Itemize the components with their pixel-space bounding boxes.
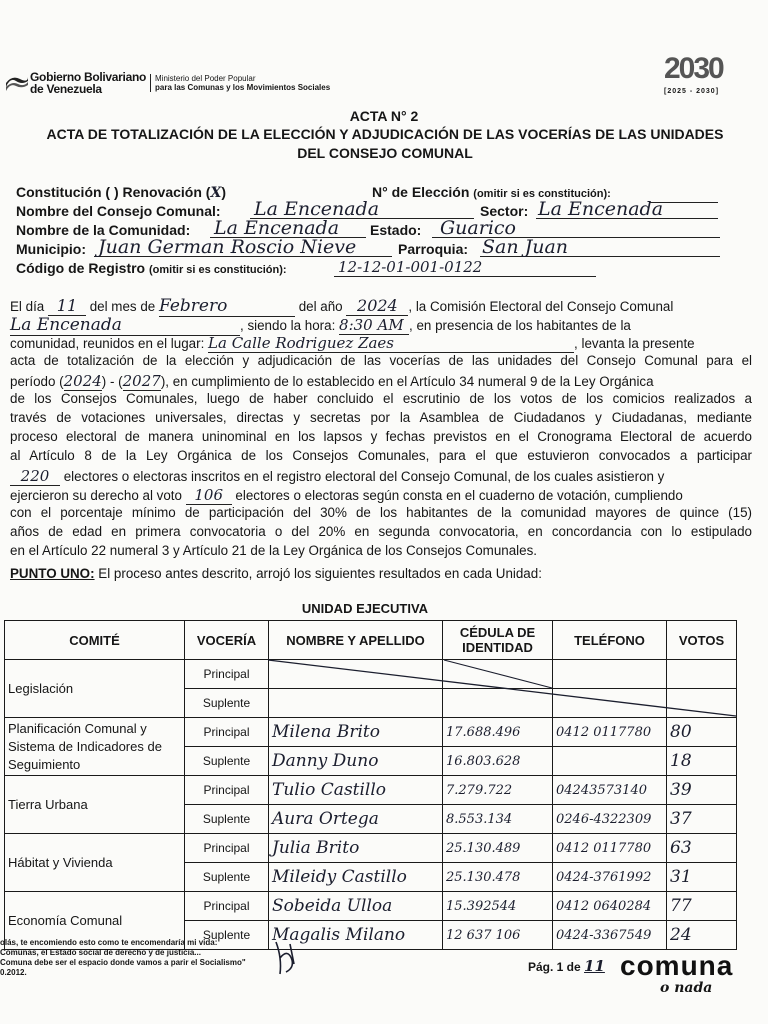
telefono-cell[interactable]: 0412 0640284 [553,892,667,921]
brand-word: comuna [620,950,734,981]
parroquia-input[interactable] [480,238,720,257]
cedula-cell[interactable]: 17.688.496 [443,718,553,747]
text-levanta: , levanta la presente [574,336,695,351]
nombre-cell[interactable]: Mileidy Castillo [269,863,443,892]
consejo-value: La Encenada [254,198,380,220]
comunidad-value: La Encenada [214,217,340,239]
telefono-cell[interactable]: 04243573140 [553,776,667,805]
cedula-cell[interactable]: 7.279.722 [443,776,553,805]
voceria-suplente: Suplente [185,921,269,950]
text-comision: , la Comisión Electoral del Consejo Comunal [408,299,674,314]
registro-value: 12-12-01-001-0122 [338,258,483,276]
body-line-1 [10,296,752,317]
periodo-inicio: 2024 [63,372,102,390]
text-presencia: , en presencia de los habitantes de la [409,318,631,333]
estado-label: Estado: [370,222,422,238]
quote-line1: olás, te encomiendo esto como te encomendaría mi vida: [0,938,218,947]
votos-cell[interactable]: 18 [667,747,737,776]
text-el-dia: El día [10,299,45,314]
table-row [5,892,737,921]
ministry-name [150,74,330,92]
consejo-inline-value: La Encenada [10,315,240,336]
body-line-6: de los Consejos Comunales, luego de haber concluido el escrutinio de los votos de los comicios realizados a [10,391,752,406]
page-indicator [528,957,605,975]
text-comunidad-reunidos: comunidad, reunidos en el lugar: [10,336,205,351]
voceria-principal: Principal [185,776,269,805]
hora-value: 8:30 AM [339,316,409,335]
header-telefono: TELÉFONO [553,621,667,660]
committee-economia-comunal: Economía Comunal [5,892,185,950]
votos-cell[interactable]: 31 [667,863,737,892]
municipio-label: Municipio: [16,241,86,257]
telefono-cell[interactable]: 0412 0117780 [553,718,667,747]
body-line-13: años de edad en primera convocatoria o del 20% en segunda convocatoria, en concordancia con lo estipulado [10,524,752,539]
punto-uno-text: El proceso antes descrito, arrojó los siguientes resultados en cada Unidad: [98,566,542,581]
venezuela-flag-icon [6,73,28,91]
cedula-cell[interactable]: 15.392544 [443,892,553,921]
gov-name-line1: Gobierno Bolivariano [30,70,147,84]
text-siendo-hora: , siendo la hora: [240,318,336,333]
renovacion-close: ) [221,184,226,200]
nombre-cell[interactable]: Danny Duno [269,747,443,776]
text-periodo: período ( [10,374,64,389]
header-votos: VOTOS [667,621,737,660]
body-line-8: proceso electoral de manera uninominal en los lapsos y fechas previstos en el Cronograma Electoral de acuerdo [10,429,752,444]
nombre-cell[interactable]: Milena Brito [269,718,443,747]
voceria-suplente: Suplente [185,747,269,776]
strike-line [268,660,736,716]
cedula-cell[interactable]: 8.553.134 [443,805,553,834]
votos-cell[interactable]: 77 [667,892,737,921]
telefono-cell[interactable]: 0412 0117780 [553,834,667,863]
committee-planificacion: Planificación Comunal y Sistema de Indicadores de Seguimiento [5,718,185,776]
lugar-value: La Calle Rodriguez Zaes [208,334,574,353]
body-line-5 [10,372,752,390]
committee-legislacion: Legislación [5,660,185,718]
signature-mark-icon [272,938,300,978]
telefono-cell[interactable] [553,747,667,776]
estado-value: Guarico [440,217,516,239]
votos-cell[interactable]: 80 [667,718,737,747]
text-del-mes: del mes de [89,299,156,314]
registro-field [16,260,287,276]
cedula-cell[interactable]: 25.130.478 [443,863,553,892]
telefono-cell[interactable]: 0246-4322309 [553,805,667,834]
registro-input[interactable] [334,258,596,277]
nombre-cell[interactable]: Tulio Castillo [269,776,443,805]
constitucion-label: Constitución ( ) Renovación ( [16,184,211,200]
constitucion-renovacion [16,184,226,201]
nombre-cell[interactable]: Sobeida Ulloa [269,892,443,921]
votos-cell[interactable]: 24 [667,921,737,950]
telefono-cell[interactable]: 0424-3761992 [553,863,667,892]
body-line-2 [10,315,752,336]
body-line-7: través de votaciones universales, directas y secretas por la Asamblea de Ciudadanos y Ciudadanas, mediante [10,410,752,425]
committee-habitat-vivienda: Hábitat y Vivienda [5,834,185,892]
quote-line2: Comunas, el Estado social de derecho y de justicia... [0,948,201,957]
text-line10-rest: electores o electoras inscritos en el registro electoral del Consejo Comunal, de los cuales asistieron y [63,469,665,484]
voceria-suplente: Suplente [185,863,269,892]
acta-number: ACTA N° 2 [349,108,419,124]
parroquia-value: San Juan [482,236,569,258]
footer-quote [0,938,252,978]
quote-line3: Comuna debe ser el espacio donde vamos a parir el Socialismo" [0,958,246,967]
table-row [5,718,737,747]
committee-tierra-urbana: Tierra Urbana [5,776,185,834]
plan-caption: [2025 - 2030] [664,88,720,95]
voceria-principal: Principal [185,660,269,689]
text-line11-rest: electores o electoras según consta en el cuaderno de votación, cumpliendo [235,488,683,503]
voceria-principal: Principal [185,892,269,921]
header-comite: COMITÉ [5,621,185,660]
eleccion-label: N° de Elección [372,184,470,200]
periodo-fin: 2027 [122,372,161,390]
brand-tag: o nada [660,980,713,996]
punto-uno [10,566,752,581]
anio-value: 2024 [346,296,408,316]
registro-note: (omitir si es constitución): [149,264,287,276]
government-logo [6,70,146,100]
nombre-cell[interactable]: Aura Ortega [269,805,443,834]
ministry-line2: para las Comunas y los Movimientos Sociales [155,83,331,92]
page-total: 11 [584,957,605,975]
acta-subtitle: ACTA DE TOTALIZACIÓN DE LA ELECCIÓN Y ADJUDICACIÓN DE LAS VOCERÍAS DE LAS UNIDADES DEL CONSEJO COMUNAL [46,126,724,161]
table-caption: UNIDAD EJECUTIVA [301,601,429,616]
table-row [5,776,737,805]
municipio-value: Juan German Roscio Nieve [98,236,357,258]
body-line-14: en el Artículo 22 numeral 3 y Artículo 21 de la Ley Orgánica de los Consejos Comunales. [10,543,537,558]
renovacion-mark: X [210,185,222,201]
voceria-principal: Principal [185,834,269,863]
cedula-cell[interactable]: 16.803.628 [443,747,553,776]
text-periodo-sep: ) - ( [101,374,123,389]
legislacion-strike-lines [4,620,736,720]
punto-uno-label: PUNTO UNO: [10,566,95,581]
nombre-cell[interactable]: Julia Brito [269,834,443,863]
eleccion-note: (omitir si es constitución): [473,188,611,200]
strike-line [444,660,552,688]
sector-input[interactable] [536,200,718,219]
body-line-12: con el porcentaje mínimo de participación del 30% de los habitantes de la comunidad mayores de quince (15) [10,505,752,520]
cedula-cell[interactable]: 25.130.489 [443,834,553,863]
votos-cell[interactable]: 39 [667,776,737,805]
electores-value: 220 [10,467,60,486]
plan-number: 2030 [664,52,723,85]
votantes-value: 106 [186,486,232,505]
sector-label: Sector: [480,203,529,219]
table-row [5,834,737,863]
cedula-cell[interactable]: 12 637 106 [443,921,553,950]
body-line-10 [10,467,752,486]
body-line-11 [10,486,752,505]
voceria-suplente: Suplente [185,689,269,718]
text-del-anio: del año [298,299,343,314]
estado-input[interactable] [432,219,720,238]
text-ejercieron: ejercieron su derecho al voto [10,488,182,503]
text-line5-rest: ), en cumplimiento de lo establecido en el Artículo 34 numeral 9 de la Ley Orgánica [160,374,654,389]
header-voceria: VOCERÍA [185,621,269,660]
dia-value: 11 [48,296,86,316]
municipio-input[interactable] [94,238,392,257]
mes-value: Febrero [159,296,295,317]
voceria-suplente: Suplente [185,805,269,834]
header-cedula: CÉDULA DE IDENTIDAD [443,621,553,660]
page-label: Pág. 1 de [528,960,581,974]
ministry-line1: Ministerio del Poder Popular [155,74,256,83]
nombre-cell[interactable]: Magalis Milano [269,921,443,950]
voceria-principal: Principal [185,718,269,747]
body-line-9: al Artículo 8 de la Ley Orgánica de los Consejos Comunales, para el que estuvieron convocados a participar [10,448,752,463]
consejo-label: Nombre del Consejo Comunal: [16,203,221,219]
body-line-3 [10,334,752,353]
gov-name-line2: de Venezuela [30,82,102,96]
comuna-o-nada-logo [620,950,733,982]
telefono-cell[interactable]: 0424-3367549 [553,921,667,950]
parroquia-label: Parroquia: [398,241,469,257]
comunidad-label: Nombre de la Comunidad: [16,222,191,238]
votos-cell[interactable]: 37 [667,805,737,834]
body-line-4: acta de totalización de la elección y adjudicación de las vocerías de las unidades del Consejo Comunal para el [10,353,752,368]
registro-label: Código de Registro [16,260,146,276]
votos-cell[interactable]: 63 [667,834,737,863]
header-nombre: NOMBRE Y APELLIDO [269,621,443,660]
quote-line4: 0.2012. [0,968,27,977]
sector-value: La Encenada [538,198,664,220]
